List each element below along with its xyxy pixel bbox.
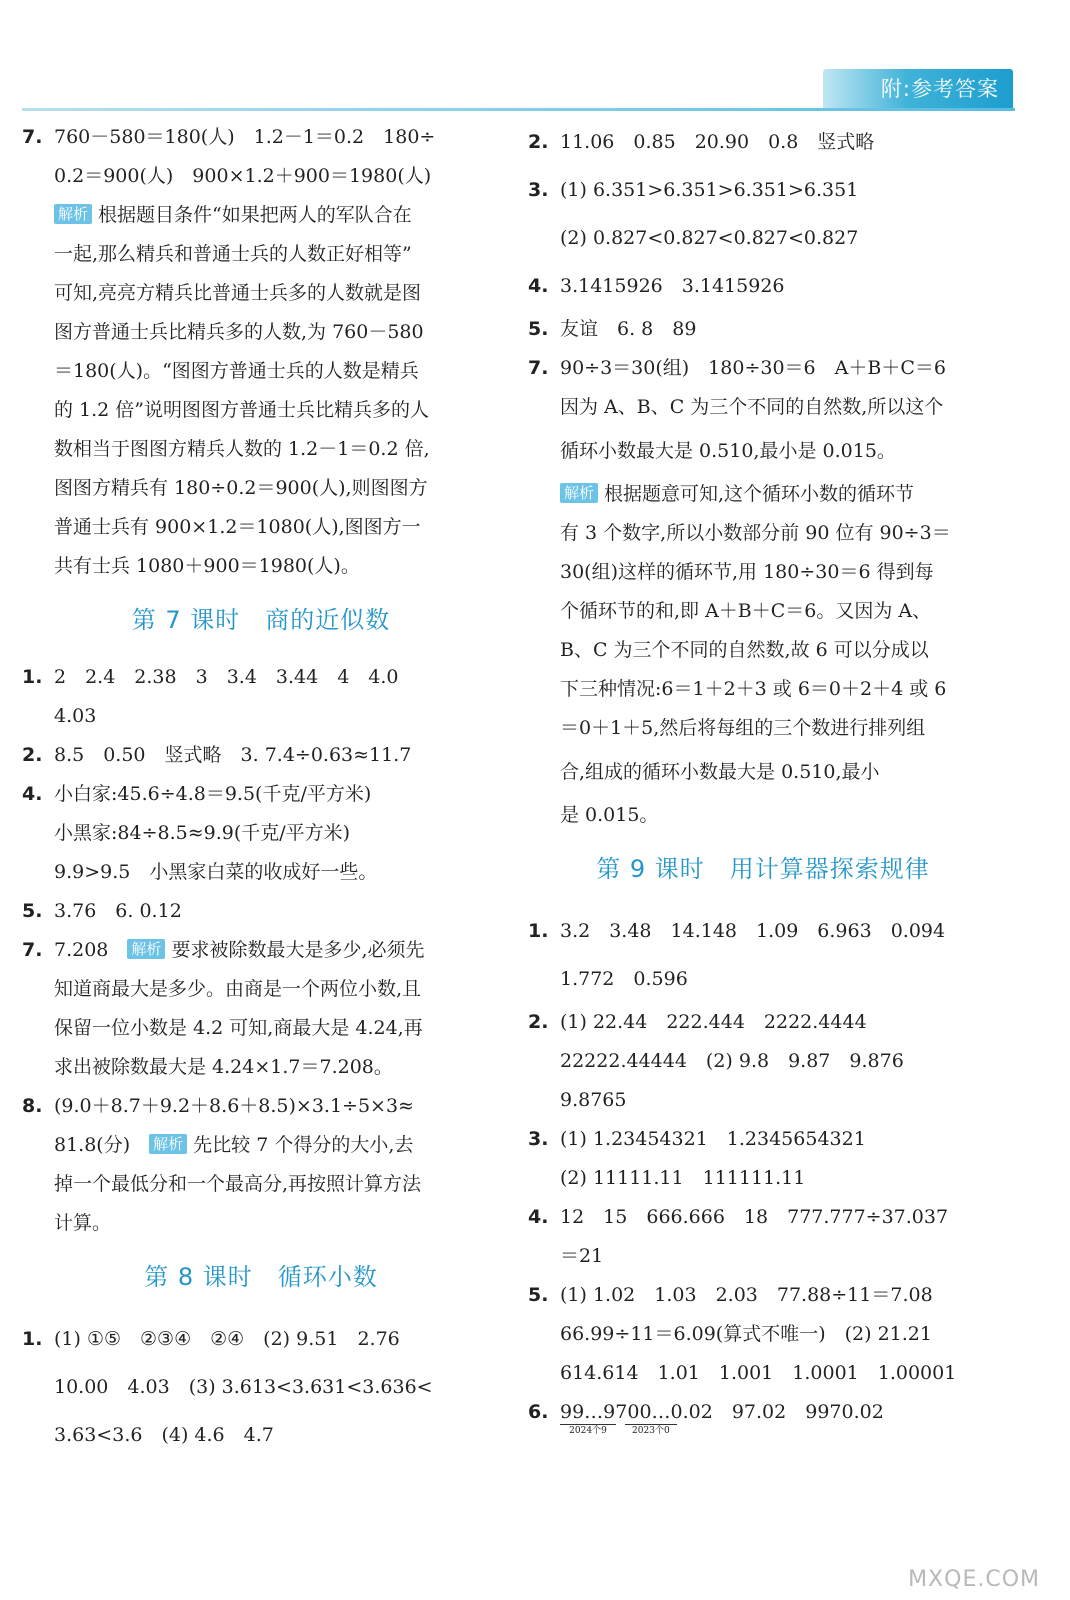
answer-line: 66.99÷11＝6.09(算式不唯一) (2) 21.21 xyxy=(560,1323,932,1345)
answer-item xyxy=(22,736,500,775)
explanation-line: 个循环节的和,即 A＋B＋C＝6。又因为 A、 xyxy=(560,600,932,622)
item-number: 3. xyxy=(528,1128,549,1150)
lesson-heading: 第 9 课时 用计算器探索规律 xyxy=(596,855,930,883)
answer-line: 99…9700…0.02 97.02 9970.02 xyxy=(560,1401,884,1423)
answer-line: 90÷3＝30(组) 180÷30＝6 A＋B＋C＝6 xyxy=(560,357,946,379)
brace-label: 2024个9 xyxy=(560,1424,616,1437)
answer-line: 0.2＝900(人) 900×1.2＋900＝1980(人) xyxy=(54,165,432,187)
answer-line: 10.00 4.03 (3) 3.613<3.631<3.636< xyxy=(54,1376,433,1398)
answer-item xyxy=(528,1276,998,1393)
item-number: 1. xyxy=(22,1328,43,1350)
answer-item xyxy=(528,1003,998,1120)
jiexi-tag: 解析 xyxy=(54,204,92,224)
answer-item xyxy=(22,931,500,1087)
brace-label: 2023个0 xyxy=(625,1424,677,1437)
left-column xyxy=(22,118,500,1459)
answer-item xyxy=(528,907,998,1003)
item-number: 1. xyxy=(22,666,43,688)
answer-line: 友谊 6. 8 89 xyxy=(560,318,697,340)
answer-item xyxy=(22,775,500,892)
answer-line: 8.5 0.50 竖式略 3. 7.4÷0.63≈11.7 xyxy=(54,744,412,766)
explanation-line: 30(组)这样的循环节,用 180÷30＝6 得到每 xyxy=(560,561,934,583)
item-number: 5. xyxy=(22,900,43,922)
answer-line: 小白家:45.6÷4.8＝9.5(千克/平方米) xyxy=(54,783,372,805)
explanation-line: 解析 根据题意可知,这个循环小数的循环节 xyxy=(560,475,998,514)
explanation-line: 数相当于图图方精兵人数的 1.2－1＝0.2 倍, xyxy=(54,438,430,460)
explanation-line: 掉一个最低分和一个最高分,再按照计算方法 xyxy=(54,1173,422,1195)
item-number: 3. xyxy=(528,179,549,201)
answer-line: 614.614 1.01 1.001 1.0001 1.00001 xyxy=(560,1362,957,1384)
answer-item xyxy=(528,310,998,349)
item-number: 4. xyxy=(528,1206,549,1228)
right-column xyxy=(528,118,998,1437)
jiexi-tag: 解析 xyxy=(560,483,598,503)
answer-line: 11.06 0.85 20.90 0.8 竖式略 xyxy=(560,131,875,153)
answer-line: (1) ①⑤ ②③④ ②④ (2) 9.51 2.76 xyxy=(54,1328,400,1350)
jiexi-tag: 解析 xyxy=(127,939,165,959)
answer-item xyxy=(22,1087,500,1243)
header-rule xyxy=(22,108,1015,111)
explanation-line: 共有士兵 1080＋900＝1980(人)。 xyxy=(54,555,360,577)
explanation-line: 解析 根据题目条件“如果把两人的军队合在 xyxy=(54,196,500,235)
explanation-line: 保留一位小数是 4.2 可知,商最大是 4.24,再 xyxy=(54,1017,423,1039)
explanation-line: ＝180(人)。“图图方普通士兵的人数是精兵 xyxy=(54,360,419,382)
answer-item xyxy=(528,349,998,835)
answer-line: 3.1415926 3.1415926 xyxy=(560,275,785,297)
answer-item xyxy=(528,1393,998,1432)
answer-item xyxy=(22,118,500,586)
item-number: 5. xyxy=(528,1284,549,1306)
item-number: 7. xyxy=(22,126,43,148)
answer-item xyxy=(22,1315,500,1459)
answer-line: ＝21 xyxy=(560,1245,604,1267)
explanation-line: 计算。 xyxy=(54,1212,112,1234)
explanation-line: 知道商最大是多少。由商是一个两位小数,且 xyxy=(54,978,422,1000)
answer-line: (1) 22.44 222.444 2222.4444 xyxy=(560,1011,867,1033)
answer-line: 因为 A、B、C 为三个不同的自然数,所以这个 xyxy=(560,396,944,418)
explanation-line: 下三种情况:6＝1＋2＋3 或 6＝0＋2＋4 或 6 xyxy=(560,678,947,700)
explanation-line: 可知,亮亮方精兵比普通士兵多的人数就是图 xyxy=(54,282,422,304)
answer-line: 9.8765 xyxy=(560,1089,627,1111)
explanation-line: 合,组成的循环小数最大是 0.510,最小 xyxy=(560,761,880,783)
answer-line: 1.772 0.596 xyxy=(560,968,688,990)
explanation-line: 是 0.015。 xyxy=(560,804,659,826)
answer-item xyxy=(528,1198,998,1276)
answer-item xyxy=(22,892,500,931)
answer-item xyxy=(528,1120,998,1198)
item-number: 2. xyxy=(528,1011,549,1033)
item-number: 6. xyxy=(528,1401,549,1423)
answer-line: 小黑家:84÷8.5≈9.9(千克/平方米) xyxy=(54,822,351,844)
answer-line: 3.76 6. 0.12 xyxy=(54,900,182,922)
explanation-line: 图图方精兵有 180÷0.2＝900(人),则图图方 xyxy=(54,477,428,499)
item-number: 5. xyxy=(528,318,549,340)
explanation-line: 求出被除数最大是 4.24×1.7＝7.208。 xyxy=(54,1056,393,1078)
explanation-line: ＝0＋1＋5,然后将每组的三个数进行排列组 xyxy=(560,717,926,739)
answer-line: 7.208 解析 要求被除数最大是多少,必须先 xyxy=(54,939,425,961)
answer-line: 9.9>9.5 小黑家白菜的收成好一些。 xyxy=(54,861,378,883)
answer-line: (1) 6.351>6.351>6.351>6.351 xyxy=(560,179,859,201)
lesson-heading: 第 7 课时 商的近似数 xyxy=(131,606,391,634)
explanation-line: 图方普通士兵比精兵多的人数,为 760－580 xyxy=(54,321,424,343)
item-number: 2. xyxy=(528,131,549,153)
answer-item xyxy=(528,118,998,166)
answer-item xyxy=(528,166,998,262)
appendix-tab: 附:参考答案 xyxy=(823,69,1013,109)
answer-line: 22222.44444 (2) 9.8 9.87 9.876 xyxy=(560,1050,904,1072)
item-number: 2. xyxy=(22,744,43,766)
jiexi-tag: 解析 xyxy=(149,1134,187,1154)
answer-line: 3.63<3.6 (4) 4.6 4.7 xyxy=(54,1424,274,1446)
answer-line: 循环小数最大是 0.510,最小是 0.015。 xyxy=(560,440,896,462)
answer-line: (2) 0.827<0.827<0.827<0.827 xyxy=(560,227,859,249)
item-number: 1. xyxy=(528,920,549,942)
answer-line: (1) 1.23454321 1.2345654321 xyxy=(560,1128,866,1150)
answer-item xyxy=(528,262,998,310)
answer-line: 2 2.4 2.38 3 3.4 3.44 4 4.0 xyxy=(54,666,399,688)
explanation-line: 的 1.2 倍”说明图图方普通士兵比精兵多的人 xyxy=(54,399,430,421)
explanation-line: B、C 为三个不同的自然数,故 6 可以分成以 xyxy=(560,639,929,661)
answer-line: 81.8(分) 解析 先比较 7 个得分的大小,去 xyxy=(54,1134,414,1156)
answer-line: 760－580＝180(人) 1.2－1＝0.2 180÷ xyxy=(54,126,436,148)
answer-line: 12 15 666.666 18 777.777÷37.037 xyxy=(560,1206,949,1228)
answer-line: (1) 1.02 1.03 2.03 77.88÷11＝7.08 xyxy=(560,1284,933,1306)
answer-line: (9.0＋8.7＋9.2＋8.6＋8.5)×3.1÷5×3≈ xyxy=(54,1095,414,1117)
answer-line: 4.03 xyxy=(54,705,97,727)
item-number: 4. xyxy=(22,783,43,805)
answer-item xyxy=(22,658,500,736)
explanation-line: 一起,那么精兵和普通士兵的人数正好相等” xyxy=(54,243,412,265)
item-number: 8. xyxy=(22,1095,43,1117)
answer-line: (2) 11111.11 111111.11 xyxy=(560,1167,806,1189)
item-number: 7. xyxy=(22,939,43,961)
watermark: MXQE.COM xyxy=(908,1567,1040,1592)
lesson-heading: 第 8 课时 循环小数 xyxy=(144,1263,378,1291)
item-number: 7. xyxy=(528,357,549,379)
item-number: 4. xyxy=(528,275,549,297)
explanation-line: 有 3 个数字,所以小数部分前 90 位有 90÷3＝ xyxy=(560,522,951,544)
explanation-line: 普通士兵有 900×1.2＝1080(人),图图方一 xyxy=(54,516,421,538)
answer-line: 3.2 3.48 14.148 1.09 6.963 0.094 xyxy=(560,920,946,942)
